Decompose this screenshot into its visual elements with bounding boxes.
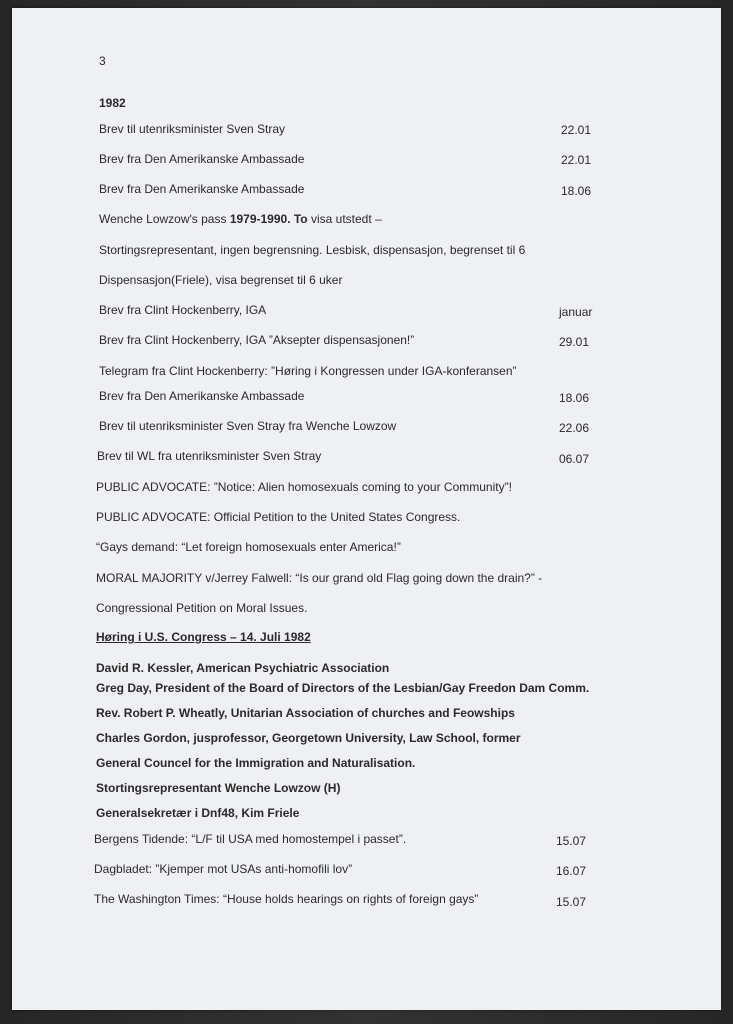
entry-date: 15.07 [556, 834, 587, 848]
text-line: Stortingsrepresentant, ingen begrensning. Lesbisk, dispensasjon, begrenset til 6 [99, 243, 526, 257]
press-item: The Washington Times: “House holds hearings on rights of foreign gays” [94, 892, 479, 906]
text-line: PUBLIC ADVOCATE: ”Notice: Alien homosexuals coming to your Community”! [96, 480, 512, 494]
witness-line: Generalsekretær i Dnf48, Kim Friele [96, 806, 300, 820]
witness-line: Stortingsrepresentant Wenche Lowzow (H) [96, 781, 341, 795]
witness-line: Greg Day, President of the Board of Directors of the Lesbian/Gay Freedon Dam Comm. [96, 681, 590, 695]
entry-date: 16.07 [556, 864, 587, 878]
list-item: Brev fra Den Amerikanske Ambassade [99, 389, 305, 403]
entry-date: 22.01 [561, 123, 592, 137]
list-item: Brev til utenriksminister Sven Stray [99, 122, 286, 136]
witness-line: Charles Gordon, jusprofessor, Georgetown University, Law School, former [96, 731, 521, 745]
list-item: Brev fra Den Amerikanske Ambassade [99, 182, 305, 196]
press-item: Bergens Tidende: “L/F til USA med homostempel i passet”. [94, 832, 407, 846]
entry-date: 29.01 [559, 335, 590, 349]
list-item: Brev til WL fra utenriksminister Sven Stray [97, 449, 322, 463]
hearing-heading: Høring i U.S. Congress – 14. Juli 1982 [96, 630, 311, 644]
document-page [12, 8, 721, 1010]
text-line: PUBLIC ADVOCATE: Official Petition to the United States Congress. [96, 510, 461, 524]
witness-line: Rev. Robert P. Wheatly, Unitarian Association of churches and Feowships [96, 706, 515, 720]
list-item: Brev til utenriksminister Sven Stray fra Wenche Lowzow [99, 419, 397, 433]
entry-date: januar [559, 305, 593, 319]
entry-date: 18.06 [559, 391, 590, 405]
list-item: Brev fra Clint Hockenberry, IGA ”Aksepter dispensasjonen!” [99, 333, 415, 347]
list-item: Brev fra Den Amerikanske Ambassade [99, 152, 305, 166]
witness-line: General Councel for the Immigration and Naturalisation. [96, 756, 416, 770]
pass-line-prefix: Wenche Lowzow's pass [99, 212, 230, 226]
text-line: Congressional Petition on Moral Issues. [96, 601, 308, 615]
text-line: Dispensasjon(Friele), visa begrenset til 6 uker [99, 273, 343, 287]
text-line: MORAL MAJORITY v/Jerrey Falwell: “Is our grand old Flag going down the drain?” - [96, 571, 543, 585]
pass-line-suffix: visa utstedt – [307, 212, 382, 226]
entry-date: 22.06 [559, 421, 590, 435]
list-item: Brev fra Clint Hockenberry, IGA [99, 303, 267, 317]
text-line: “Gays demand: “Let foreign homosexuals enter America!” [96, 540, 401, 554]
entry-date: 18.06 [561, 184, 592, 198]
entry-date: 15.07 [556, 895, 587, 909]
entry-date: 22.01 [561, 153, 592, 167]
pass-line [99, 212, 382, 226]
page-number: 3 [99, 54, 106, 68]
year-heading: 1982 [99, 96, 126, 110]
pass-line-bold: 1979-1990. To [229, 212, 308, 226]
list-item: Telegram fra Clint Hockenberry: ”Høring i Kongressen under IGA-konferansen” [99, 364, 517, 378]
entry-date: 06.07 [559, 452, 590, 466]
witness-line: David R. Kessler, American Psychiatric Association [96, 661, 390, 675]
press-item: Dagbladet: ”Kjemper mot USAs anti-homofili lov” [94, 862, 353, 876]
